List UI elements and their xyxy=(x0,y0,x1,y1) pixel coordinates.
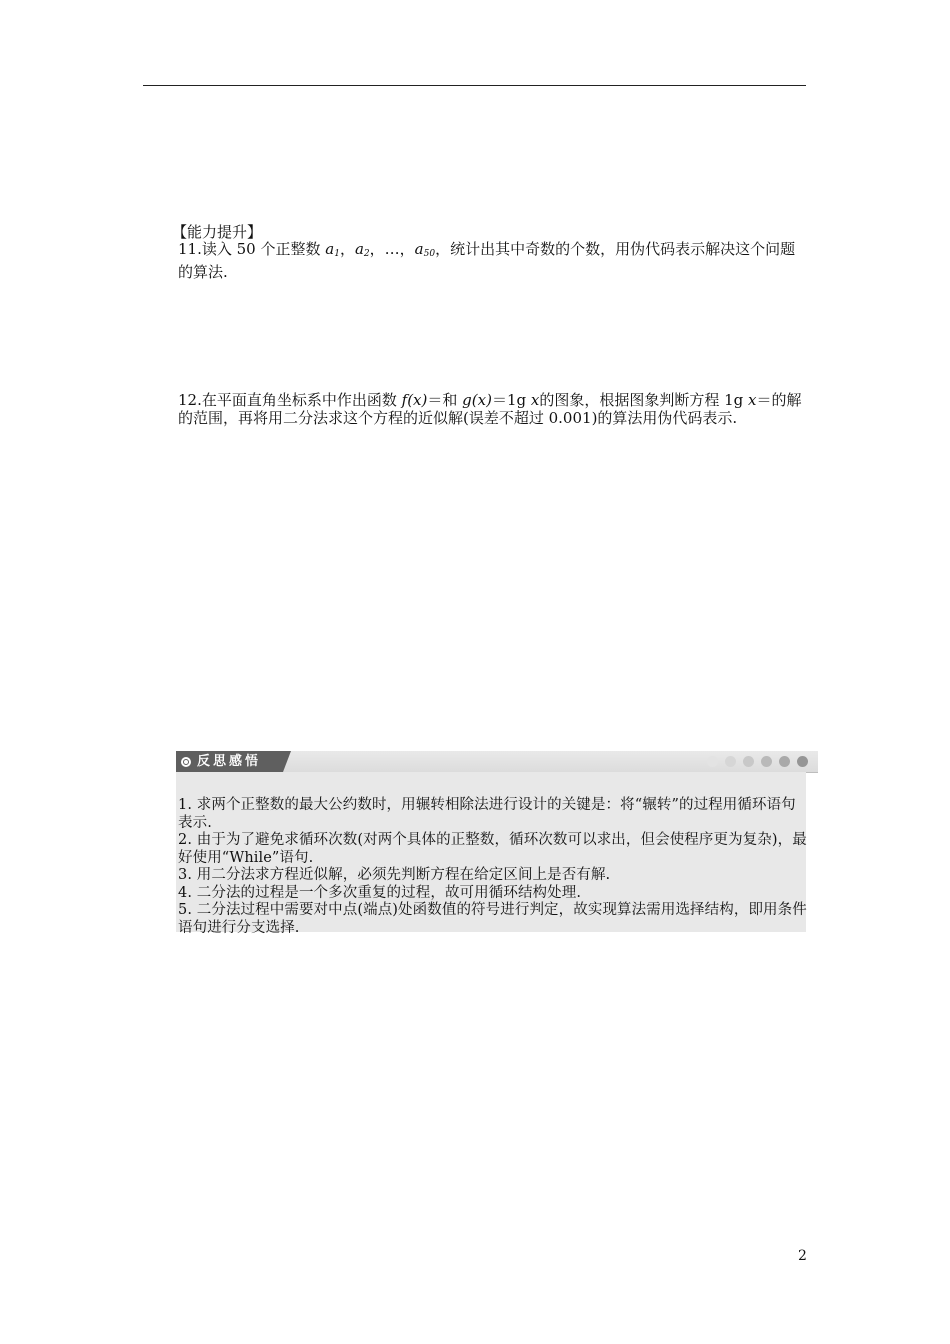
problem-number: 11. xyxy=(178,240,202,258)
dot-icon xyxy=(707,756,718,767)
page-number: 2 xyxy=(798,1248,807,1264)
reflection-list xyxy=(178,797,808,937)
header-rule xyxy=(143,85,806,86)
reflection-item: 4. 二分法的过程是一个多次重复的过程，故可用循环结构处理. xyxy=(178,884,582,901)
section-heading: 【能力提升】 xyxy=(172,223,263,241)
problem-text: 在平面直角坐标系中作出函数 xyxy=(201,391,402,409)
problem-number: 12. xyxy=(178,391,202,409)
dot-icon xyxy=(779,756,790,767)
problem-text: ，统计出其中奇数的个数，用伪代码表示解决这个问题的算法. xyxy=(178,240,796,281)
target-icon xyxy=(181,757,191,767)
tab-corner xyxy=(283,751,291,772)
dot-icon xyxy=(743,756,754,767)
decorative-dots xyxy=(707,756,808,767)
reflection-item: 2. 由于为了避免求循环次数(对两个具体的正整数，循环次数可以求出，但会使程序更为复杂)，最好使用“While”语句. xyxy=(178,832,807,866)
dot-icon xyxy=(761,756,772,767)
problem-11: 11.读入 50 个正整数 $a_1$，$a_2$，…，$a_{50}$，统计出其中奇数的个数，用伪代码表示解决这个问题的算法. xyxy=(178,240,796,281)
reflection-tab xyxy=(176,751,283,772)
problem-text: 读入 50 个正整数 xyxy=(201,240,326,258)
dot-icon xyxy=(797,756,808,767)
problem-12: 12.在平面直角坐标系中作出函数 f(x)＝和 g(x)＝1g x的图象，根据图象判断方程 1g x＝的解的范围，再将用二分法求这个方程的近似解(误差不超过 0.001)的算法用伪代码表示. xyxy=(178,391,802,427)
reflection-item: 3. 用二分法求方程近似解，必须先判断方程在给定区间上是否有解. xyxy=(178,867,611,883)
dot-icon xyxy=(725,756,736,767)
reflection-header-bar xyxy=(176,751,818,773)
reflection-item: 1. 求两个正整数的最大公约数时，用辗转相除法进行设计的关键是：将“辗转”的过程用循环语句表示. xyxy=(178,797,796,831)
reflection-item: 5. 二分法过程中需要对中点(端点)处函数值的符号进行判定，故实现算法需用选择结构，即用条件语句进行分支选择. xyxy=(178,902,807,936)
reflection-title: 反思感悟 xyxy=(197,754,262,769)
